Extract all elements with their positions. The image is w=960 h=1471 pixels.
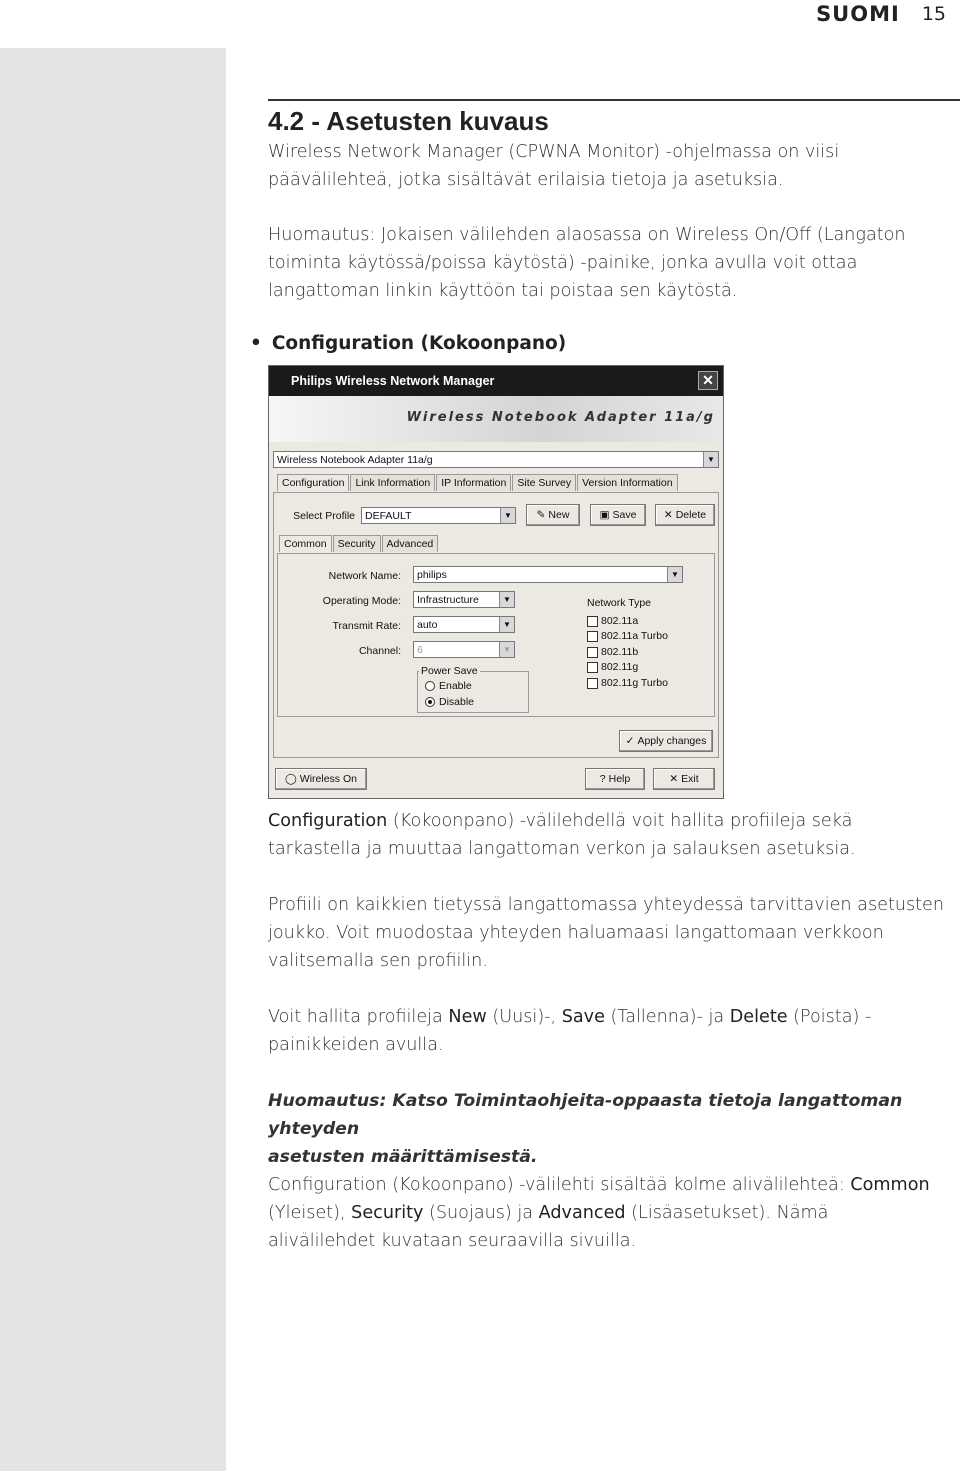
network-type-option: 802.11b [601,646,639,658]
bold-term: Delete [729,1007,788,1027]
new-icon: ✎ [536,509,546,521]
network-type-option: 802.11a Turbo [601,630,668,642]
page-number: 15 [921,3,946,25]
tab-security[interactable]: Security [333,535,381,552]
checkbox-box [587,678,598,689]
language-label: SUOMI [816,2,900,26]
operating-mode-label: Operating Mode: [322,595,401,607]
checkbox-box [587,647,598,658]
tab-configuration[interactable]: Configuration [277,474,349,491]
adapter-select[interactable] [273,451,719,468]
tab-advanced[interactable]: Advanced [382,535,439,552]
network-name-label: Network Name: [328,570,401,582]
help-icon: ? [599,773,606,785]
body-paragraph-3 [268,1003,948,1059]
network-type-option: 802.11g [601,661,639,673]
section-title: 4.2 - Asetusten kuvaus [268,106,549,136]
body-line [268,1171,948,1199]
body-paragraph-1 [268,807,948,863]
tab-link-information[interactable]: Link Information [350,474,435,491]
exit-label: Exit [681,773,699,785]
body-text: (Suojaus) ja [423,1203,539,1223]
operating-mode-value: Infrastructure [417,594,479,606]
network-name-select[interactable] [413,566,683,583]
note-line: toiminta käytössä/poissa käytöstä) -painike, jonka avulla voit ottaa [268,253,858,273]
page-margin-bar [0,48,226,1471]
chevron-down-icon: ▼ [703,452,718,467]
body-line: Profiili on kaikkien tietyssä langattomassa yhteydessä tarvittavien asetusten [268,895,945,915]
bold-term: Security [351,1203,424,1223]
transmit-rate-label: Transmit Rate: [332,620,401,632]
power-save-label: Power Save [421,665,478,677]
network-type-checkbox[interactable] [587,677,668,689]
page-header [816,0,946,28]
bullet-text: Configuration (Kokoonpano) [271,333,567,354]
note-paragraph [268,221,948,305]
channel-select[interactable] [413,641,515,658]
checkmark-icon: ✓ [625,735,635,747]
network-type-label: Network Type [587,597,651,609]
delete-icon: ✕ [663,509,673,521]
save-icon: ▣ [599,509,610,521]
body-text: (Yleiset), [268,1203,352,1223]
body-line: tarkastella ja muuttaa langattoman verkon ja salauksen asetuksia. [268,839,856,859]
radio-indicator [425,697,435,707]
header-rule [268,99,960,101]
power-disable-label: Disable [439,696,475,708]
radio-on-icon: ◯ [285,773,297,785]
body-text: (Kokoonpano) -välilehdellä voit hallita profiileja sekä [387,811,853,831]
body-line: painikkeiden avulla. [268,1035,444,1055]
chevron-down-icon: ▼ [499,642,514,657]
tab-version-information[interactable]: Version Information [577,474,677,491]
intro-paragraph [268,138,948,194]
profile-select-value: DEFAULT [365,510,412,522]
checkbox-box [587,662,598,673]
app-window-screenshot [268,365,724,799]
body-text: (Tallenna)- ja [604,1007,730,1027]
product-banner [269,396,723,442]
body-paragraph-2 [268,891,948,975]
bold-term: Advanced [538,1203,626,1223]
body-paragraph-4 [268,1171,948,1255]
select-profile-label: Select Profile [293,510,355,522]
body-line [268,1199,948,1227]
wireless-on-label: Wireless On [299,773,357,785]
delete-button-label: Delete [675,509,707,521]
exit-icon: ✕ [669,773,679,785]
bold-term: Common [850,1175,930,1195]
note-line: Huomautus: Katso Toimintaohjeita-oppaasta tietoja langattoman yhteyden [268,1091,903,1139]
body-text: Configuration (Kokoonpano) -välilehti sisältää kolme alivälilehteä: [268,1175,851,1195]
body-text: (Uusi)-, [486,1007,562,1027]
network-type-checkbox[interactable] [587,630,668,642]
tab-common[interactable]: Common [279,535,332,552]
network-name-value: philips [417,569,447,581]
save-button[interactable] [590,504,646,526]
radio-indicator [425,681,435,691]
save-button-label: Save [612,509,637,521]
bullet-heading [250,333,566,354]
note-line: Huomautus: Jokaisen välilehden alaosassa on Wireless On/Off (Langaton [268,225,906,245]
body-line [268,1003,948,1031]
profile-select[interactable] [361,507,516,524]
body-text: (Lisäasetukset). Nämä [625,1203,829,1223]
body-note [268,1087,948,1171]
network-type-checkbox[interactable] [587,615,638,627]
chevron-down-icon: ▼ [499,592,514,607]
banner-text: Wireless Notebook Adapter 11a/g [406,410,715,425]
delete-button[interactable] [655,504,715,526]
power-disable-radio[interactable] [425,696,474,708]
apply-changes-label: Apply changes [637,735,707,747]
chevron-down-icon: ▼ [500,508,515,523]
new-button[interactable] [526,504,580,526]
new-button-label: New [548,509,570,521]
network-type-option: 802.11g Turbo [601,677,668,689]
channel-value: 6 [417,644,423,656]
power-enable-radio[interactable] [425,680,472,692]
window-titlebar [269,366,723,396]
checkbox-box [587,616,598,627]
tab-site-survey[interactable]: Site Survey [512,474,576,491]
transmit-rate-value: auto [417,619,438,631]
network-type-checkbox[interactable] [587,646,638,658]
exit-button[interactable] [653,768,715,790]
body-line: joukko. Voit muodostaa yhteyden haluamaasi langattomaan verkkoon [268,923,884,943]
bold-term: New [448,1007,487,1027]
tab-ip-information[interactable]: IP Information [436,474,511,491]
bullet-dot: • [250,333,262,354]
network-type-checkbox[interactable] [587,661,638,673]
bold-term: Configuration [268,811,388,831]
apply-changes-button[interactable] [619,730,713,752]
power-enable-label: Enable [439,680,472,692]
sub-tabs [279,535,439,552]
transmit-rate-select[interactable] [413,616,515,633]
body-line: alivälilehdet kuvataan seuraavilla sivuilla. [268,1231,637,1251]
operating-mode-select[interactable] [413,591,515,608]
window-title: Philips Wireless Network Manager [291,374,495,388]
body-text: (Poista) - [787,1007,872,1027]
checkbox-box [587,631,598,642]
help-button[interactable] [585,768,645,790]
note-line: langattoman linkin käyttöön tai poistaa sen käytöstä. [268,281,738,301]
intro-line: Wireless Network Manager (CPWNA Monitor) -ohjelmassa on viisi [268,142,840,162]
close-icon[interactable]: ✕ [698,371,718,390]
body-line [268,807,948,835]
chevron-down-icon: ▼ [667,567,682,582]
help-label: Help [608,773,631,785]
wireless-on-button[interactable] [275,768,367,790]
body-line: valitsemalla sen profiilin. [268,951,488,971]
intro-line: päävälilehteä, jotka sisältävät erilaisia tietoja ja asetuksia. [268,170,784,190]
body-text: Voit hallita profiileja [268,1007,449,1027]
chevron-down-icon: ▼ [499,617,514,632]
bold-term: Save [561,1007,605,1027]
adapter-select-value: Wireless Notebook Adapter 11a/g [277,454,433,466]
main-tabs [277,474,679,491]
network-type-option: 802.11a [601,615,639,627]
note-line: asetusten määrittämisestä. [268,1147,538,1167]
channel-label: Channel: [358,645,401,657]
